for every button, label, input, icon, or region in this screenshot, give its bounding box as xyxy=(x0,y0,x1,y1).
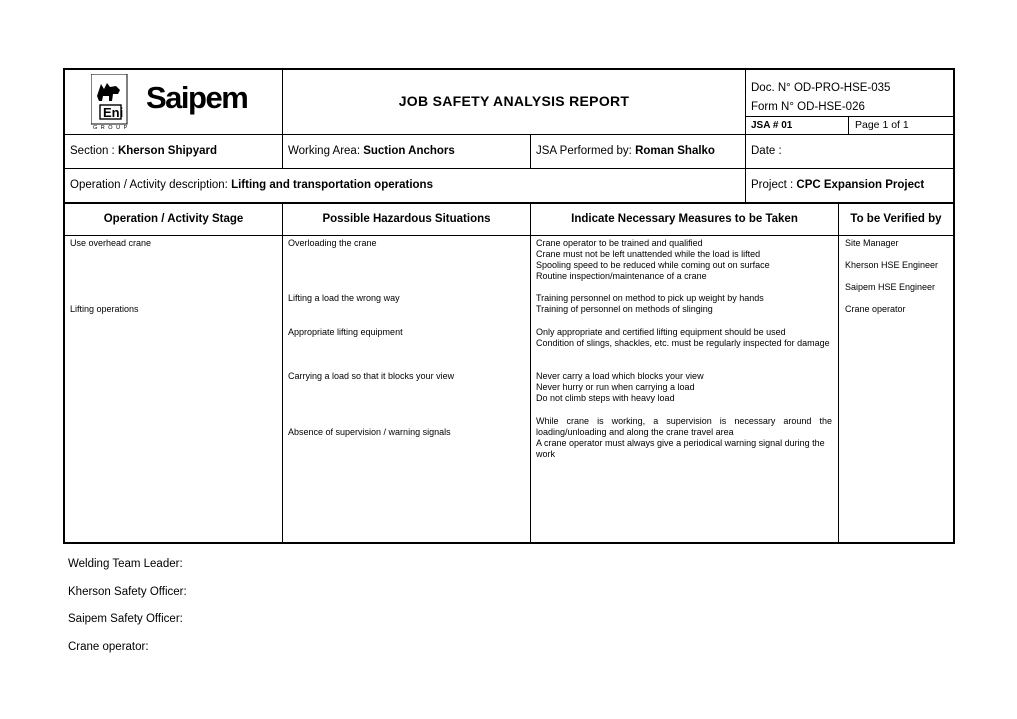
hazard-item: Appropriate lifting equipment xyxy=(288,327,403,337)
measure-group xyxy=(536,371,832,404)
operation-field xyxy=(70,179,433,191)
measure-group xyxy=(536,327,832,349)
measure-line: While crane is working, a supervision is necessary around the loading/unloading and along the crane travel area xyxy=(536,416,832,437)
column-header-hazards: Possible Hazardous Situations xyxy=(322,213,491,225)
measure-line: Training personnel on method to pick up weight by hands xyxy=(536,293,764,303)
signature-saipem-safety-officer: Saipem Safety Officer: xyxy=(68,613,183,625)
measure-line: Never carry a load which blocks your view xyxy=(536,371,704,381)
doc-number: Doc. N° OD-PRO-HSE-035 xyxy=(751,82,891,94)
measure-group xyxy=(536,238,832,282)
measure-group xyxy=(536,293,832,315)
hazard-item: Carrying a load so that it blocks your view xyxy=(288,371,455,381)
operation-value: Lifting and transportation operations xyxy=(231,179,433,191)
measure-line: Training of personnel on methods of slinging xyxy=(536,304,713,314)
saipem-wordmark: Saipem xyxy=(146,80,248,115)
verifier-item: Crane operator xyxy=(845,304,906,314)
report-title: JOB SAFETY ANALYSIS REPORT xyxy=(398,93,630,109)
project-field xyxy=(751,179,924,191)
project-value: CPC Expansion Project xyxy=(796,179,925,191)
signature-kherson-safety-officer: Kherson Safety Officer: xyxy=(68,586,187,598)
measure-line: Routine inspection/maintenance of a crane xyxy=(536,271,707,281)
measure-line: Only appropriate and certified lifting equipment should be used xyxy=(536,327,786,337)
column-header-measures: Indicate Necessary Measures to be Taken xyxy=(571,213,798,225)
measure-line: Crane must not be left unattended while the load is lifted xyxy=(536,249,761,259)
measure-line: Spooling speed to be reduced while coming out on surface xyxy=(536,260,770,270)
signature-welding-team-leader: Welding Team Leader: xyxy=(68,558,183,570)
hazard-item: Lifting a load the wrong way xyxy=(288,293,400,303)
performed-by-value: Roman Shalko xyxy=(635,145,715,157)
date-label: Date : xyxy=(751,145,782,157)
column-header-stage: Operation / Activity Stage xyxy=(103,213,244,225)
stage-item: Lifting operations xyxy=(70,304,139,314)
working-area-field xyxy=(288,145,455,157)
signature-crane-operator: Crane operator: xyxy=(68,641,149,653)
eni-wordmark: Eni xyxy=(103,105,124,120)
section-value: Kherson Shipyard xyxy=(117,145,218,157)
measure-line: Do not climb steps with heavy load xyxy=(536,393,675,403)
form-number: Form N° OD-HSE-026 xyxy=(751,101,865,113)
measure-group xyxy=(536,416,832,460)
column-header-verified: To be Verified by xyxy=(850,213,942,225)
performed-by-label: JSA Performed by: xyxy=(536,145,636,157)
hazard-item: Absence of supervision / warning signals xyxy=(288,427,451,437)
operation-label: Operation / Activity description: xyxy=(70,179,232,191)
measure-line: Crane operator to be trained and qualified xyxy=(536,238,703,248)
section-label: Section : xyxy=(70,145,118,157)
hazard-item: Overloading the crane xyxy=(288,238,377,248)
verifier-item: Kherson HSE Engineer xyxy=(845,260,939,270)
company-logo xyxy=(91,74,261,132)
group-wordmark: G R O U P xyxy=(93,125,129,131)
working-area-label: Working Area: xyxy=(288,145,364,157)
section-field xyxy=(70,145,217,157)
stage-item: Use overhead crane xyxy=(70,238,152,248)
measure-line: Never hurry or run when carrying a load xyxy=(536,382,695,392)
measure-line: A crane operator must always give a periodical warning signal during the work xyxy=(536,438,825,459)
performed-by-field xyxy=(536,145,715,157)
verifier-item: Saipem HSE Engineer xyxy=(845,282,936,292)
page-number: Page 1 of 1 xyxy=(855,119,909,131)
jsa-number: JSA # 01 xyxy=(751,120,793,131)
project-label: Project : xyxy=(751,179,797,191)
verifier-item: Site Manager xyxy=(845,238,899,248)
measure-line: Condition of slings, shackles, etc. must be regularly inspected for damage xyxy=(536,338,830,348)
working-area-value: Suction Anchors xyxy=(363,145,455,157)
